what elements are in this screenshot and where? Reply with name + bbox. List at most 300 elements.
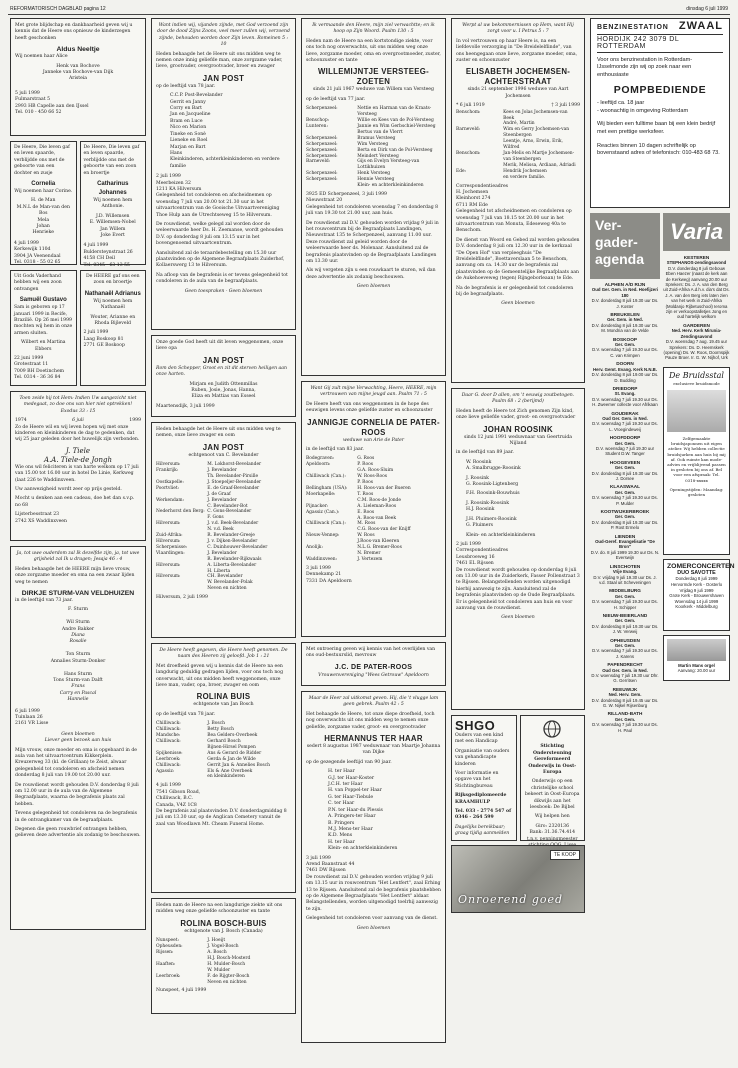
relative-place: Hilversum: [156, 521, 181, 527]
relative-name: Henk Versteeg [357, 171, 391, 177]
relative-name: F. de Rijgter-Bosch [207, 973, 250, 979]
relative-place: Bodegraven: [306, 456, 335, 462]
family-member: G. Pluimers [466, 523, 494, 529]
entry-details: D.V. donderdag 8 juli 19.00 uur Ds. D. Budding [591, 372, 659, 383]
agenda-entry [590, 564, 660, 586]
relative-name: W. Roos-Roos [357, 474, 388, 480]
relative-name: J. Vertezem [357, 556, 383, 562]
relative-name: J. de Graaf [207, 491, 231, 497]
relative-place [456, 175, 503, 181]
column-3 [301, 18, 446, 1048]
family-member: F.H. Roosink-Bouwhuis [466, 491, 520, 497]
relative-place: Chilliwack: [156, 721, 181, 727]
relative-name: R. Bevelander-Greeje [207, 533, 255, 539]
relative-name: A. Bosch [207, 950, 227, 956]
ad-line: Wij noemen haar Alice [15, 54, 68, 60]
ad-family: Henk van Bochove Janneke van Bochove-van Dijk Aristeia [42, 63, 114, 82]
relative-name: J. Bevelander [207, 497, 237, 503]
entry-details: D.V. donderdag 8 juli Gebouw Eben Haezer (naast de kerk aan de Kerkweg) aanvang 20.00 uur Sprekers: Ds. J. A. van den Berg uit Zuid-Afrika A.d.h.v. dia's dat Ds. J. A. van den Berg iets laten zien van het werk in Zuid-Afrika (Moldanjo Rijbetuschool) Ieroma zijn er verkoopstalletjes Jong en oud hartelijk welkom [663, 265, 730, 320]
anniversary-years: 1974 6 juli 1999 [15, 418, 141, 424]
entry-details: D.V. woensdag 7 juli 19.30 uur Dhr. G. Gerritsen [591, 673, 659, 684]
relative-place: Apeldoorn: [306, 462, 331, 468]
relative-place: Werkendam: [156, 497, 185, 503]
entry-church: Ger. Gem. [614, 618, 636, 624]
relative-name: W. Bevelander-Polak [207, 580, 253, 586]
family-member: Klein- en achterkleinkinderen [466, 532, 536, 538]
obituary-jan-post-grandchildren: Onze goede God heeft uit dit leven weggenomen, onze lieve opa JAN POST Rom den Schepper, Groot en zit dit sterven heiligen aan onze harten. Mirjam en Judith Ottenmillas Ruben, Josie, Jonas, Hanna, Eliza en Mattias van Esseel Maartensdijk, 3 juli 1999 [151, 335, 296, 417]
bride-photo [667, 390, 726, 432]
family-member: J.H. Pluimers-Roosink [466, 516, 517, 522]
relative-name: André, Martin [503, 121, 535, 127]
ad-bruidsstal: De Bruidsstal exclusieve bruidsmode Zelfgemaakte bruidsjaponnen uit eigen atelier. Wij hebben collectie bruidsjurken aan huis bij mij af. Ook ruimte kan mode-advies en vrijblijvend passen in gesloten bij ons af. Bel voor een afspraak: Tel. 0318-xxxxx Openingstijden: Maandag: gesloten [663, 367, 730, 555]
column-2 [151, 18, 296, 1019]
entry-place: MIDDELBURG [609, 588, 641, 594]
family-member: G. Roosink-Ligtenberg [466, 482, 519, 488]
relative-name: N.L.G. Bremer-Roos [357, 545, 402, 551]
for-sale-badge: TE KOOP [550, 850, 580, 860]
agenda-row [590, 213, 735, 736]
obituary-jan-post-family: Want indien wij, vijanden zijnde, met God verzoend zijn door de dood Zijns Zoons, veel meer zullen wij, verzoend zijnde, behouden worden door Zijn leven. Romeinen 5 : 10 Heden behaagde het de Heere uit ons midden weg te nemen onze innig geliefde man, onze zorgzame vader, lieve, grootvader, overgrootvader, broer en zwager JAN POST op de leeftijd van 78 jaar. C.C.P. Post-Bevelander Gerrit en Janny Corry en Bart Jan en Jacqueline Bram en Luce Nico en Marion Tineke en Sonè Lieneke en Roel Marjan en Bart Hans Kleinkinderen, achterkleinkinderen en verdere familie 2 juli 1999 Meerbeizen 32 1211 KA Hilversum Gelegenheid tot condoleren en afscheidnemen op woensdag 7 juli van 20.00 tot 21.30 uur in het uitvaartcentrum van de Gooische Uitvaartvereniging Thoe Hulp aan de Utrechtseweg 15 te Hilversum. De rouwdienst, welke gelegd zal worden door de weleerwaarde heer Ds. H. Zeemanse, wordt gehouden D.V. op donderdag 8 juli om 13.15 uur in het bovengenoemd uitvaartcentrum. Aansluitend zal de teraardebestelling om 15.30 uur plaatsvinden op de Algemene Begraafplaats Zuiderhof, Kollaerswerg 13 te Hilversum. Na afloop van de begrafenis is er tevens gelegenheid tot condoleren in de aula van de begraafplaats. Geen toespraken - Geen bloemen [151, 18, 296, 330]
entry-church: Herv. Gemt. Evang. Kerk N.N.B. [593, 366, 657, 372]
entry-church: Ger. Gem. [614, 465, 636, 471]
obituary-roosink: Daar G. door D allen, om 't eeuwig zoutbetogen. Psalm 68 : 2 (berijmd) Heden heeft de Heere tot Zich genomen Zijn kind, onze lieve geliefde vader, groot- en overgrootvader JOHAN ROOSINK sinds 12 juni 1991 weduwnaar van Geertruida Nijland in de leeftijd van 89 jaar. W. Roosink A. Smalbrugge-Roosink J. Roosink G. Roosink-Ligtenberg F.H. Roosink-Bouwhuis J. Roosink-Roosink H.J. Roosink J.H. Pluimers-Roosink G. Pluimers Klein- en achterkleinkinderen 2 juli 1999 Correspondentieadres Leusbroeweg 16 7461 EL Rijssen De rouwdienst wordt gehouden op donderdag 8 juli om 13.00 uur in de Zuiderkerk, Fasser Pollenstraat 3 te Rijssen. Belangstellenden worden uitgenodigd hierbij aanwezig te zijn. Aansluitend zal de begrafenis plaatsvinden op de Oude Begraafplaats. Er is gelegenheid tot condoleren aan huis en voor aanvang van de rouwdienst. Geen bloemen [451, 388, 585, 710]
entry-details: D.V. donderdag 8 juli 19.30 uur Ds. J. Dorsee [591, 470, 659, 481]
birth-notice-nathanael: De HEERE gaf ons een zoon en broertje Nathanaël Adrianus Wij noemen hem Nathanaël Wouter, Arianne en Rhoda Bijleveld 2 juli 1999 Laag Boskoop 81 2771 GE Boskoop [80, 270, 147, 386]
entry-church: Vrije Evang. [612, 569, 638, 575]
agenda-entry [590, 312, 660, 334]
relative-place: Scherpenzeel: [306, 147, 338, 153]
entry-place: PAPENDRECHT [607, 662, 643, 668]
relative-name: Ans & Gerard de Ridder [207, 750, 262, 756]
agenda-entry [590, 662, 660, 684]
entry-details: D.V. woensdag 7 juli 19.30 uur Ds. C. van Krimpen [592, 347, 658, 358]
relative-name: Neven en nichten [207, 979, 247, 985]
relative-name: Gerhard Bosch [207, 738, 241, 744]
entry-church: Ger. Gem. [614, 716, 636, 722]
relative-name: E. de Graaf-Bevelander [207, 485, 260, 491]
agenda-entry [590, 386, 660, 408]
header-date: dinsdag 6 juli 1999 [686, 6, 728, 12]
relative-place: Barneveld: [456, 127, 481, 133]
entry-details: D.V. woensdag 7 juli 19.30 uur Ds. H. Paul [592, 722, 658, 733]
relative-name: C. Bevelander-Bot [207, 503, 248, 509]
entry-details: D.V. donderdag 8 juli 19.45 uur Ds. G. W. Nijkel Rijsenburg [591, 697, 659, 709]
relative-place [156, 980, 207, 986]
relative-name: Jannie en Wim Gerbschiel-Versteeg [357, 123, 436, 129]
relative-name: J. Vogel-Bosch [207, 944, 239, 950]
job-ad-heading: BENZINESTATION ZWAAL [597, 20, 723, 32]
entry-place: ALPHEN A/D RIJN [604, 282, 646, 287]
ad-oog-stichting: Stichting Ondersteuning Gereformeerd Onderwijs in Oost-Europa Onderwijs op een christelijke school bekeert in Oost-Europa dikwijls aan het leesboek: De Bijbel Wij helpen hen Giro: 2320136 Bank: 31.36.74.414 t.n.v. penningmeester [520, 715, 586, 841]
ad-intro: Met grote blijdschap en dankbaarheid geven wij u kennis dat de Heere ons opnieuw de kinderzegen heeft geschonken [15, 23, 133, 41]
relative-name: J. Bosch [207, 721, 225, 727]
entry-details: D.V. donderdag 8 juli 19.30 uur Ds. J. Koster [591, 298, 659, 309]
relative-place: Mandsche: [156, 733, 181, 739]
entry-church: Ger. Gem. in Ned. [607, 317, 643, 323]
entry-details: D.V. woensdag 7 juli 19.30 uur Student D.W. Tanger [595, 445, 655, 457]
relative-name: en verdere familie. [503, 174, 546, 180]
entry-church: Oud Ger. Gem. in Ned. Hoefijzeri 180 [591, 287, 659, 298]
relative-name: Bea Gelders-Overbeek [207, 733, 258, 739]
relative-place: Benschop: [306, 118, 330, 124]
ad-name: J.C. DE PATER-ROOS [334, 663, 413, 671]
relatives-table [156, 938, 291, 985]
entry-details: D.V. woensdag 7 juli 19.30 uur Ds. L. Vroegindeweij [592, 421, 658, 432]
entry-place: GOUDERAK [611, 410, 639, 416]
ad-shgo: SHGO Ouders van een kind met een Handicap Organisatie van ouders van gehandicapte kinderen Voor informatie en opgave van het Stichtingbureau Rijksgediplomeerde KRAAMHULP Tel. 033 - 2774 547 of 0346 - 264 599 Dagelijks bereikbaar; graag tijdig aanmelden [451, 715, 517, 841]
relative-place [456, 139, 503, 151]
relative-name: Willie en Kees van de Pol-Versteeg [357, 118, 434, 124]
relative-name: J.Roos-van Kleeren [357, 539, 400, 545]
relative-name: C.G. Roos-van der Knijff [357, 527, 411, 533]
varia-column [663, 213, 735, 736]
entry-place: NIEUW-BEIERLAND [602, 612, 648, 618]
obituary-sturm: Ja, tot uwe ouderdom zal Ik dezelfde zijn, ja, tot uwe grijsheid zal Ik u dragen; Jesaja 46 : 4 Heden behaagde het de HEERE mijn lieve vrouw, onze zorgzame moeder en oma na een zwaar lijden weg te nemen DIRKJE STURM-VAN VELDHUIZEN in de leeftijd van 73 jaar. F. Sturm Wil Sturm Andre Bakker Diana Rosalie Ton Sturm Annalies Sturm-Donker Hans Sturm Tons Sturm-van Dalft Frans Carry en Pascal Hannelie 6 juli 1999 Tuinlaan 26 2161 VR Lisse Geen bloemen Liever geen bezoek aan huis Mijn vrouw, onze moeder en oma is opgebaard in de aula van het uitvaartcentrum Kikkerplein. Kreuzerweg 33 (kl. de Grillaan) te Zeist, alwaar gelegenheid tot condoleren en afscheid nemen donderdag 8 juli van 19.00 tot 20.00 uur. De rouwdienst wordt gehouden D.V. donderdag 8 juli om 12.00 uur in de aula van de Algemene Begraafplaats, waarna de begrafenis plaats zal hebben. Tevens gelegenheid tot condoleren na de begrafenis in de ontvangkamer van de begraafplaats. Degenen die geen rouwbrief ontvangen hebben, gelieven deze advertentie als zodanig te beschouwen. [10, 546, 146, 930]
entry-details: D.V. woensdag 7 juli 19.30 uur Ds. J. Karens [592, 648, 658, 659]
relative-name: J. Hoeijt [207, 938, 226, 944]
relative-place: Chilliwack (Can.): [306, 521, 346, 527]
relative-name: A. Roos-van Beek [357, 515, 396, 521]
agenda-entry [590, 638, 660, 660]
relative-name: H. Liberta [207, 568, 231, 574]
ad-name: DIRKJE STURM-VAN VELDHUIZEN [21, 590, 135, 598]
relative-name: Meindert Versteeg [357, 153, 399, 159]
relative-place: Nederhorst den Berg: [156, 509, 205, 515]
entry-place: RILLAND-BATH [607, 711, 643, 717]
relative-place: Pijnacker: [306, 503, 329, 509]
relative-place: Scherpenzeel: [306, 135, 338, 141]
entry-place: OPHEUSDEN [610, 637, 640, 643]
entry-details: D.V. woensdag 7 juli 19.30 uur Ds. P. Mulder [592, 495, 658, 506]
varia-list [663, 255, 730, 361]
relative-name: Gerda & Jan de Wilde [207, 756, 256, 762]
obituary-de-pater-roos: Want Gij zult mijne Verwachting, Heere, HEERE, mijn vertrouwen van mijne jeugd aan. Psalm 71 : 5 De Heere heeft van ons weggenomen in de hope des eeuwigen levens onze geliefde zuster en schoonzuster JANNIGJE CORNELIA DE PATER-ROOS weduwe van Arie de Pater in de leeftijd van 83 jaar. Bodegraven: G. Roos Apeldoorn: P. Roos G.A. Roos-Sluim Chilliwack (Can.): W. Roos-Roos P. Roos Bellingham (USA): H. Roos-van der Bueren Moerkapelle: T. Roos C.M. Roos-de Jonde Pijnacker: A. Lieleman-Roos Agassiz (Can.): E. Roos A. Roos-van Beek Chilliwack (Can.): M. Roos C.G. Roos-van der Knijff Nieuw-Vennep: W. Roos J.Roos-van Kleeren Anolijk: N.L.G. Bremer-Roos N. Bremer Waddinxveen: J. Vertezem 3 juli 1999 Dennekamp 21 7331 DA Apeldoorn [301, 381, 446, 637]
relative-name: A. Liberta-Bevelander [207, 562, 257, 568]
property-ad-title: Onroerend goed [458, 893, 564, 906]
agenda-entry [590, 711, 660, 733]
ad-address: Fulmarstraat 5 2993 HB Capelle aan den IJssel Tel. 010 - 450 66 52 [15, 97, 89, 116]
birth-row-1 [10, 141, 146, 270]
relative-place: Lunteren: [306, 123, 328, 129]
relative-place: Barneveld: [306, 159, 331, 165]
ad-name: JAN POST [202, 73, 245, 83]
agenda-entry [590, 588, 660, 610]
ad-family: C.C.P. Post-Bevelander Gerrit en Janny Corry en Bart Jan en Jacqueline Bram en Luce Nico en Marion Tineke en Sonè Lieneke en Roel Marjan en Bart Hans Kleinkinderen, achterkleinkinderen en verdere familie [170, 93, 280, 169]
relative-name: P. Roos [357, 462, 373, 468]
relative-place: Ede: [456, 168, 467, 174]
relative-place: Opheusden: [156, 944, 183, 950]
ad-name: Samuël Gustavo [19, 297, 67, 304]
relative-name: M. Lokhorst-Bevelander [207, 462, 262, 468]
family-member: A. Smalbrugge-Roosink [466, 466, 521, 472]
relative-name: H. Mulder-Bosch [207, 961, 246, 967]
relative-place: Scherpenzeel: [306, 141, 338, 147]
obituary-jochemsen: Werpt al uw bekommernissen op Hem, want Hij zorgt voor u. I Petrus 5 : 7 In vol vertrouwen op haar Heere is, na een liefdevolle verzorging in "De Breidelelflinde", van ons heengegaan onze lieve, zorgzame moeder, oma, zuster en schoonzuster ELISABETH JOCHEMSEN-ACHTERSTRAAT sinds 21 september 1996 weduwe van Aart Jochemsen * 6 juli 1919 † 3 juli 1999 Benschom: Kees en Jolas Jochemsen-van Beek André, Martin Barneveld: Wim en Gerry Jochemsen-van Steenbergen Leentje, Arno, Erwin, Erik, Wilfred Benschom: Jan-Melis en Martje Jochemsen-van Steenbergen Merik, Melissa, Ardiaan, Adriadi Ede: Hendrik Jochemsen en verdere familie. Correspondentieadres H. Jochemsen Kleinhorst 274 6711 RM Ede Gelegenheid tot afscheidnemen en condoleren op woensdag 7 juli van 18.15 tot 20.00 uur in het uitvaartcentrum van Monuta, Edeseweg 40a te Benschom. De dienst van Woord en Gebed zal worden gehouden D.V. donderdag 8 juli om 12.30 uur in de kerkzaal "De Open Hof" van verpleeghuis "De Breidelelflinde", Boettaverslaan 5 te Benschom, aanvang om ca. 14.30 uur de begrafenis zal plaatsvinden op de Gemeentelijke Begraafplaats aan de Aukehoeveweg (tegen) Rijngeborleaan) te Ede. Na de begrafenis is er gelegenheid tot condoleren bij de begraafplaats. Geen bloemen [451, 18, 585, 383]
relative-name: Jan-Melis en Martje Jochemsen-van Steenbergen [503, 151, 575, 162]
agenda-entry [590, 687, 660, 709]
relative-place: Rijssen: [156, 950, 174, 956]
agenda-entry [590, 460, 660, 482]
ad-name: ELISABETH JOCHEMSEN-ACHTERSTRAAT [465, 67, 571, 87]
relative-place: Scherpenzeel: [306, 106, 338, 112]
relative-name: C. Duinhouwer-Bevelander [207, 544, 268, 550]
relative-name: P. Roos [357, 480, 373, 486]
entry-place: BREUKELEN [610, 312, 640, 318]
organ-photo [667, 639, 726, 661]
ad-name: Aldus Neeltje [56, 46, 100, 54]
relative-name: Betty Bosch [207, 727, 234, 733]
relative-place: Chilliwack (Can.): [306, 474, 346, 480]
entry-place: REEUWIJK [612, 686, 638, 692]
ad-name: Cornelia [31, 181, 56, 188]
page-header [8, 4, 730, 15]
birth-notice-catharinus: De Heere, Die leven gaf en leven spaarde, verblijdde ons met de geboorte van een zoon en broertje Catharinus Johannes Wij noemen hem Anthonie. J.D. Willemsen E. Willemsen-Nobel Jan Willem Joke Evert 4 juli 1999 Buldersteynstraat 26 4158 CH Deil Tel. 0345 - 63 13 55 [80, 141, 147, 265]
relative-place: Scherpenzeel: [306, 177, 338, 183]
relative-name: Gijs en Evelyn Versteeg-van Lottikhuizen [357, 159, 420, 171]
relative-place: Poortvliet: [156, 485, 180, 491]
family-member: J. Roosink-Roosink [466, 500, 509, 506]
relative-name: Gerrit Jan & Annelies Bosch [207, 762, 270, 768]
anniversary-names: J. Tiele A.A. Tiele-de Jongh [44, 446, 112, 464]
entry-details: D.V. donderdag 8 juli 19.30 uur Ds. P. Rost Ermelo [591, 519, 659, 531]
column-5 [590, 18, 735, 736]
relative-place: Nieuw-Vennep: [306, 533, 340, 539]
relative-name: A. Lieleman-Roos [357, 503, 397, 509]
agenda-entry [590, 361, 660, 383]
entry-details: D.V. do. 8 juli 1999 19.30 uur Ds. N. Everswijn [590, 549, 660, 561]
entry-church: St. Evang. [614, 391, 636, 397]
entry-place: LINSCHOTEN [609, 563, 641, 569]
ad-name: Catharinus Johannes [97, 181, 129, 197]
entry-church: Ger. Gem. [614, 514, 636, 520]
ad-holiday-property [451, 845, 585, 913]
job-ad-benzinestation: BENZINESTATION ZWAAL HORDIJK 242 3079 DL ROTTERDAM Voor ons benzinestation in Rotterdam-IJsselmonde zijn wij op zoek naar een enthousiaste POMPBEDIENDE - leeftijd ca. 18 jaar - woonachtig in omgeving Rotterdam Wij bieden een fulltime baan bij een klein bedrijf met een prettige werksfeer. Reacties binnen 10 dagen schriftelijk op bovenstaand adres of telefonisch: 010-483 68 73. [590, 18, 730, 208]
relative-name: H.J. Bosch-Mosterd [207, 955, 251, 961]
entry-place: LIENDEN [614, 533, 636, 539]
relative-name: G.A. Roos-Sluim [357, 468, 394, 474]
relative-place: Scherpenisse: [156, 544, 188, 550]
relative-name: Nettie en Harman van de Kraats-Versteeg [357, 106, 432, 118]
agenda-entry [590, 282, 660, 309]
ad-name: Nathanaël Adrianus [84, 290, 141, 297]
entry-church: Ger. Gem. [614, 342, 636, 348]
obituary-versteeg: Ik vermaande den Heere, mijn ziel verwachtte; en ik hoop op Zijn Woord. Psalm 130 : 5 Heden nam de Heere na een kortstondige ziekte, voor ons toch nog onverwachts, uit ons midden weg onze lieve, zorgzame moeder, oma en overgrootmoeder, zuster, schoonzuster en tante WILLEMIJNTJE VERSTEEG-ZOETEN sinds 21 juli 1967 weduwe van Willem van Versteeg op de leeftijd van 77 jaar. Scherpenzeel: Nettie en Harman van de Kraats-Versteeg Benschop: Willie en Kees van de Pol-Versteeg Lunteren: Jannie en Wim Gerbschiel-Versteeg Bertus van de Vlerrt Scherpenzeel: Bramus Versteeg Scherpenzeel: Wim Versteeg Scherpenzeel: Berta en Dirk van de Pol-Versteeg Scherpenzeel: Meindert Versteeg Barneveld: Gijs en Evelyn Versteeg-van Lottikhuizen Scherpenzeel: Henk Versteeg Scherpenzeel: Hennie Versteeg Klein- en achterkleinkinderen 3925 ED Scherpenzeel, 3 juli 1999 Nieuwstraat 20 Gelegenheid tot condoleren woensdag 7 en donderdag 8 juli van 19.30 tot 21.00 uur, aan huis. De rouwdienst zal D.V. gehouden worden vrijdag 9 juli in het rouwcentrum bij de Begraafplaats Landingen, Nieuwstraat 135 te Scherpenzeel, aanvang 11.00 uur. Deze rouwdienst zal geleid worden door de weleerwaarde heer ds. Molenaar. Aansluitend zal de begrafenis plaatsvinden op de Begraafplaats Landingen om 13.30 uur. Als wij vergeten zijn u een rouwkaart te sturen, wil dan deze advertentie als zodanig beschouwen. Geen bloemen [301, 18, 446, 376]
family-member: H.J. Roosink [466, 507, 495, 513]
life-dates: * 6 juli 1919 † 3 juli 1999 [456, 103, 580, 109]
family-member: W. Roosink [466, 459, 492, 465]
relative-name: E. Roos [357, 509, 375, 515]
relative-place [306, 183, 357, 189]
entry-place: GARDEREN [683, 322, 710, 328]
ad-name: WILLEMIJNTJE VERSTEEG-ZOETEN [317, 67, 429, 87]
relative-name: Bijnen-Hirsel Pompen [207, 744, 256, 750]
relative-place: Zuid-Afrika: [156, 533, 183, 539]
relative-name: T. Roos [357, 491, 374, 497]
relative-name: M. Roos [357, 521, 376, 527]
relative-place [156, 774, 207, 780]
relative-place: Frankrijk: [156, 468, 179, 474]
entry-details: D.V. woensdag 7 juli 19.30 uur Ds. H. Schipper [592, 599, 658, 610]
relative-name: F. Gons [207, 515, 224, 521]
ad-name: HERMANNUS TER HAAR [324, 734, 423, 744]
agenda-entry [590, 613, 660, 635]
agenda-entry [590, 484, 660, 506]
birth-row-2 [10, 270, 146, 391]
relative-place: Benschom: [456, 151, 481, 156]
relative-name: Th. Bevelander-Pirsille [207, 474, 259, 480]
entry-place: DOORN [616, 361, 634, 367]
header-left: REFORMATORISCH DAGBLAD pagina 12 [10, 6, 106, 12]
ad-family [456, 460, 580, 539]
relative-name: Merik, Melissa, Ardiaan, Adriadi [503, 162, 576, 168]
ad-family: F. Sturm Wil Sturm Andre Bakker Diana Rosalie Ton Sturm Annalies Sturm-Donker Hans Sturm Tons Sturm-van Dalft Frans Carry en Pascal Hannelie [50, 607, 106, 703]
relative-name: R. Bevelander-Rijkwaals [207, 556, 262, 562]
relative-place: Hilversum: [156, 562, 181, 568]
relative-name: C.M. Roos-de Jonde [357, 497, 401, 503]
entry-church: Ger. Gem. [614, 593, 636, 599]
column-4 [451, 18, 585, 913]
relative-place: Hilversum: [156, 539, 181, 544]
relative-name: Leentje, Arno, Erwin, Erik, Wilfred [503, 139, 563, 151]
vergader-agenda [590, 213, 660, 736]
anniversary-notice-tiele: Toen zeide hij tot Hem: Indien Uw aangezicht niet medegaat, zo doe ons van hier niet optrekken! Exodus 33 : 15 1974 6 juli 1999 Zo de Heere wil en wij leven hopen wij met onze kinderen en kleinkinderen de dag te gedenken, dat wij 25 jaar geleden door het huwelijk zijn verbonden. J. Tiele A.A. Tiele-de Jongh Wie ons wil feliciteren is van harte welkom op 17 juli van 15.00 tot 16.00 uur in hotel De Linie, Kerkweg (laat 226 te Waddinxveen. Uw aanwezigheid wordt zeer op prijs gesteld. Mocht u denken aan een cadeau, doe het dan s.v.p. no 68 Lijsterbesstraat 23 2742 XS Waddinxveen [10, 391, 146, 541]
obituary-jan-post-inlaws: Heden behaagde het de Heere uit ons midden weg te nemen, onze lieve zwager en oom JAN POST echtgenoot van C. Bevelander Hilversum: M. Lokhorst-Bevelander Frankrijk: J. Bevelander Th. Bevelander-Pirsille Oostkapelle: J. Stoepeljer-Bevelander Poortvliet: E. de Graaf-Bevelander J. de Graaf Werkendam: J. Bevelander C. Bevelander-Bot Nederhorst den Berg: C. Gons-Bevelander F. Gons Hilversum: J. v.d. Beek-Bevelander N. v.d. Beek Zuid-Afrika: R. Bevelander-Greeje Hilversum: J. v. Dijken-Bevelander Scherpenisse: C. Duinhouwer-Bevelander Vlaardingen: J. Bevelander R. Bevelander-Rijkwaals Hilversum: A. Liberta-Bevelander H. Liberta Hilversum: CH. Bevelander W. Bevelander-Polak Neven en nichten Hilversum, 2 juli 1999 [151, 422, 296, 638]
obituary-rolina-bosch-buis: Heden nam de Heere na een langdurige ziekte uit ons midden weg onze geliefde schoonzuster en tante ROLINA BOSCH-BUIS echtgenote van J. Bosch (Canada) Nunspeet: J. Hoeijt Opheusden: J. Vogel-Bosch Rijssen: A. Bosch H.J. Bosch-Mosterd Haaften: H. Mulder-Bosch W. Mulder Leerbroek: F. de Rijgter-Bosch Neven en nichten Nunspeet, 4 juli 1999 [151, 898, 296, 1014]
relative-name: G. Roos [357, 456, 375, 462]
shgo-logo: SHGO [455, 718, 496, 733]
agenda-list [590, 282, 660, 733]
ad-name: ROLINA BOSCH-BUIS [180, 918, 267, 928]
relative-name: H. Roos-van der Bueren [357, 485, 411, 491]
entry-details: D.V. donderdag 8 juli 19.30 uur Ds. J. W. Verweij [591, 623, 659, 635]
ad-date: 5 juli 1999 [15, 90, 40, 96]
birth-notice-alice [10, 18, 146, 136]
relative-place: Hilversum: [156, 462, 181, 468]
relative-place: Spijkenisse: [156, 750, 183, 756]
relative-place: Nunspeet: [156, 938, 180, 944]
obituary-rolina-buis: De Heere heeft gegeven, die Heere heeft genomen. De naam des Heeren zij geloofd. Job 1 : 21 Met droefheid geven wij u kennis dat de Heere na een langdurig geduldig gedragen lijden, voor ons toch nog onverwacht, uit ons midden heeft weggenomen, onze lieve man, vader, opa, broer, zwager en oom ROLINA BUIS echtgenote van Jan Bosch op de leeftijd van 78 jaar. Chilliwack: J. Bosch Chilliwack: Betty Bosch Mandsche: Bea Gelders-Overbeek Chilliwack: Gerhard Bosch Bijnen-Hirsel Pompen Spijkenisse: Ans & Gerard de Ridder Leerbroek: Gerda & Jan de Wilde Chilliwack: Gerrit Jan & Annelies Bosch Agassiz: Els & Ane Overbeek en kleinkinderen 4 juli 1999 7541 Gibson Road, Chilliwack, B.C. Canada, V4Z 1C8 De begrafenis zal plaatsvinden D.V. donderdagmiddag 8 juli om 13.30 uur, op de Anglican Cemetery vanuit de zaal van Woodlawn Mt. Cheam Funeral Home. [151, 643, 296, 893]
relative-name: Hendrik Jochemsen [503, 168, 547, 174]
globe-icon [524, 719, 582, 742]
relative-place: Leerbroek: [156, 973, 181, 979]
notice-vrouwenvereniging: Met ontroering geven wij kennis van het overlijden van ons oud-bestuurslid, mevrouw J.C. DE PATER-ROOS Vrouwenvereniging "Wees Getrouw" Apeldoorn [301, 642, 446, 686]
birth-notice-samuel: Uit Gods Vaderhand hebben wij een zoon ontvangen Samuël Gustavo Sam is geboren op 17 januari 1999 in Recife, Brazilië. Op 26 mei 1999 mochten wij hem in onze armen sluiten. Wilbert en Martina Ebbers 22 juni 1999 Grotestraat 11 7009 BH Doetinchem Tel. 0314 - 36 36 84 [10, 270, 77, 386]
relative-name: Neven en nichten [207, 586, 247, 592]
entry-church: Oud-Geref. Evangelisatie "De Bron" [595, 539, 655, 550]
entry-place: HOOGEVEEN [609, 459, 641, 465]
ad-name: JANNIGJE CORNELIA DE PATER-ROOS [307, 417, 440, 437]
entry-church: Ger. Gem. [614, 642, 636, 648]
agenda-entry [590, 435, 660, 457]
relative-place: Haaften: [156, 961, 176, 967]
relative-place: Chilliwack: [156, 727, 181, 733]
entry-place: KLAASWAAL [610, 484, 640, 490]
entry-church: Ger. Gem. [614, 440, 636, 446]
relative-name: W. Roos [357, 533, 375, 539]
relative-place: Bellingham (USA): [306, 485, 348, 491]
relative-name: CH. Bevelander [207, 574, 243, 580]
agenda-header: Ver- gader- agenda [590, 213, 660, 279]
relative-name: Berta en Dirk van de Pol-Versteeg [357, 147, 433, 153]
relative-place: Scherpenzeel: [306, 171, 338, 177]
relatives-table [156, 721, 291, 780]
agenda-entry [590, 411, 660, 433]
charity-ads-row [451, 715, 585, 841]
agenda-entry [590, 337, 660, 359]
relative-place: Oostkapelle: [156, 479, 184, 485]
relative-place: Moerkapelle: [306, 491, 336, 497]
varia-header: Varia [663, 213, 730, 251]
relative-name: W. Mulder [207, 967, 231, 973]
column-1 [10, 18, 146, 935]
relative-name: J. Bevelander [207, 468, 237, 474]
entry-place: BOSKOOP [613, 336, 637, 342]
obituary-ter-haar: Maar de Heer zal uitkomst geven. Hij, die 't vlugge lam geen gebrek. Psalm 42 : 5 Het behaagde de Heere, tot onze diepe droefheid, toch nog onverwachts uit ons midden weg te nemen onze geliefde, zorgzame vader, groot- en overgrootvader HERMANNUS TER HAAR sedert 8 augustus 1987 weduwnaar van Maartje Johanna van Dijke op de gezegende leeftijd van 90 jaar. H. ter Haar G.J. ter Haar-Koster J.C.H. ter Haar H. van Poppel-ter Haar G. ter Haar-Tiebule C. ter Haar P.N. ter Haar-du Plessis A. Pringers-ter Haar B. Pringers M.J. Mens-ter Haar K.D. Mens H. ter Haar Klein- en achterkleinkinderen 3 juli 1999 Arend Baanstraat 44 7461 DW Rijssen De rouwdienst zal D.V. gehouden worden vrijdag 9 juli om 13.15 uur in rouwcentrum "Het Lentfert", zaal Erhing 13 te Rijssen. Aansluitend zal de begrafenis plaatshebben op de Algemene Begraafplaats "Het Lentfert" aldaar. Belangstellenden, worden uitgenodigd toelrhij aanwezig te zijn. Gelegenheid tot condoleren voor aanvang van de dienst. Geen bloemen [301, 691, 446, 1043]
relative-place: Chilliwack: [156, 762, 181, 768]
entry-place: KOOTWIJKERBROEK [600, 509, 650, 515]
birth-notice-cornelia: De Heere, Die leven gaf en leven spaarde, verblijdde ons met de geboorte van een dochter en zusje Cornelia Wij noemen haar Corine. H. de Man M.N.L de Man-van den Bos Mela Johan Henrieke 4 juli 1999 Kerkewijk 110d 3904 JA Veenendaal Tel. 0318 - 55 02 65 [10, 141, 77, 265]
relative-place: Scherpenzeel: [306, 153, 338, 159]
entry-details: D.V. donderdag 8 juli 19.30 uur Ds. M. Mondria van de Velde [591, 322, 659, 334]
relatives-table [306, 456, 441, 562]
entry-details: D.V. woensdag 7 juli 19.30 uur Ds. H. Zweemer collecte voor Afrikaan [592, 396, 658, 408]
relative-name: J. v. Dijken-Bevelander [207, 539, 258, 544]
ad-zomerconcerten: ZOMERCONCERTEN DUO SAVOTTE Donderdag 8 juli 1999 Hervormde Kerk - Oosterlo Vrijdag 9 juli 1999 Grote Kerk - Brouwershaven Woensdag 14 juli 1999 Koorkerk - Middelburg [663, 559, 730, 631]
ad-name: JAN POST [202, 442, 245, 452]
entry-church: Ned. Herv. Gem. [608, 692, 642, 698]
relatives-table [306, 106, 441, 189]
relative-name: N. Bremer [357, 550, 381, 556]
ad-family: H. ter Haar G.J. ter Haar-Koster J.C.H. ter Haar H. van Poppel-ter Haar G. ter Haar-Tiebule C. ter Haar P.N. ter Haar-du Plessis A. Pringers-ter Haar B. Pringers M.J. Mens-ter Haar K.D. Mens H. ter Haar Klein- en achterkleinkinderen [328, 769, 398, 852]
relative-name: Kees en Jolas Jochemsen-van Beek [503, 109, 568, 121]
entry-church: Ned. Herv. Kerk Mirunia-Zendingsavond [671, 328, 722, 339]
ad-name: JOHAN ROOSINK [483, 424, 553, 434]
entry-church: Oud Ger. Gem. in Ned. [602, 667, 648, 673]
relative-place: Anolijk: [306, 545, 323, 551]
entry-details: D.V. vrijdag 9 juli 19.30 uur Ds. J. v.d. Staal uit Scheveningen [593, 574, 657, 585]
relative-name: J. v.d. Beek-Bevelander [207, 521, 259, 527]
job-ad-address: HORDIJK 242 3079 DL ROTTERDAM [597, 34, 723, 53]
relative-place: Waddinxveen: [306, 556, 338, 562]
relative-name: Els & Ane Overbeek [207, 768, 253, 774]
entry-church: Oud Ger. Gem. in Ned. [602, 415, 648, 421]
job-title: POMPBEDIENDE [613, 83, 707, 96]
agenda-entry [663, 255, 730, 320]
relative-name: Bramus Versteeg [357, 135, 396, 141]
relative-name: J. Bevelander [207, 550, 237, 556]
relative-name: Klein- en achterkleinkinderen [357, 183, 424, 189]
relative-place: Agassiz: [156, 768, 175, 774]
entry-place: HOOFDDORP [609, 435, 641, 441]
entry-church: Ger. Gem. [614, 489, 636, 495]
relative-place: Hilversum: [156, 574, 181, 580]
ad-name: ROLINA BUIS [196, 692, 251, 702]
family-member: J. Roosink [466, 475, 489, 481]
entry-church: STEPHANOS-zendingsavond [666, 260, 727, 266]
relative-name: Hennie Versteeg [357, 177, 395, 183]
relatives-table [156, 462, 291, 592]
entry-details: D.V. woensdag 7 aug. 19.45 uur Sprekers: Ds. D. Heemskerk (opening) Ds. W. Roos, Doornspijk Pauze Broer. Ir. G. W. Nijhof, Urk [663, 339, 730, 361]
agenda-entry [663, 323, 730, 361]
relative-name: N. v.d. Beek [207, 527, 234, 533]
agenda-entry [590, 509, 660, 531]
relative-place: Agassiz (Can.): [306, 509, 340, 515]
entry-place: DRIEDORP [612, 385, 638, 391]
relative-name: Bertus van de Vlerrt [357, 129, 403, 135]
relative-name: Wim en Gerry Jochemsen-van Steenbergen [503, 127, 570, 139]
relative-name: C. Gons-Bevelander [207, 509, 252, 515]
relative-name: J. Stoepeljer-Bevelander [207, 479, 262, 485]
